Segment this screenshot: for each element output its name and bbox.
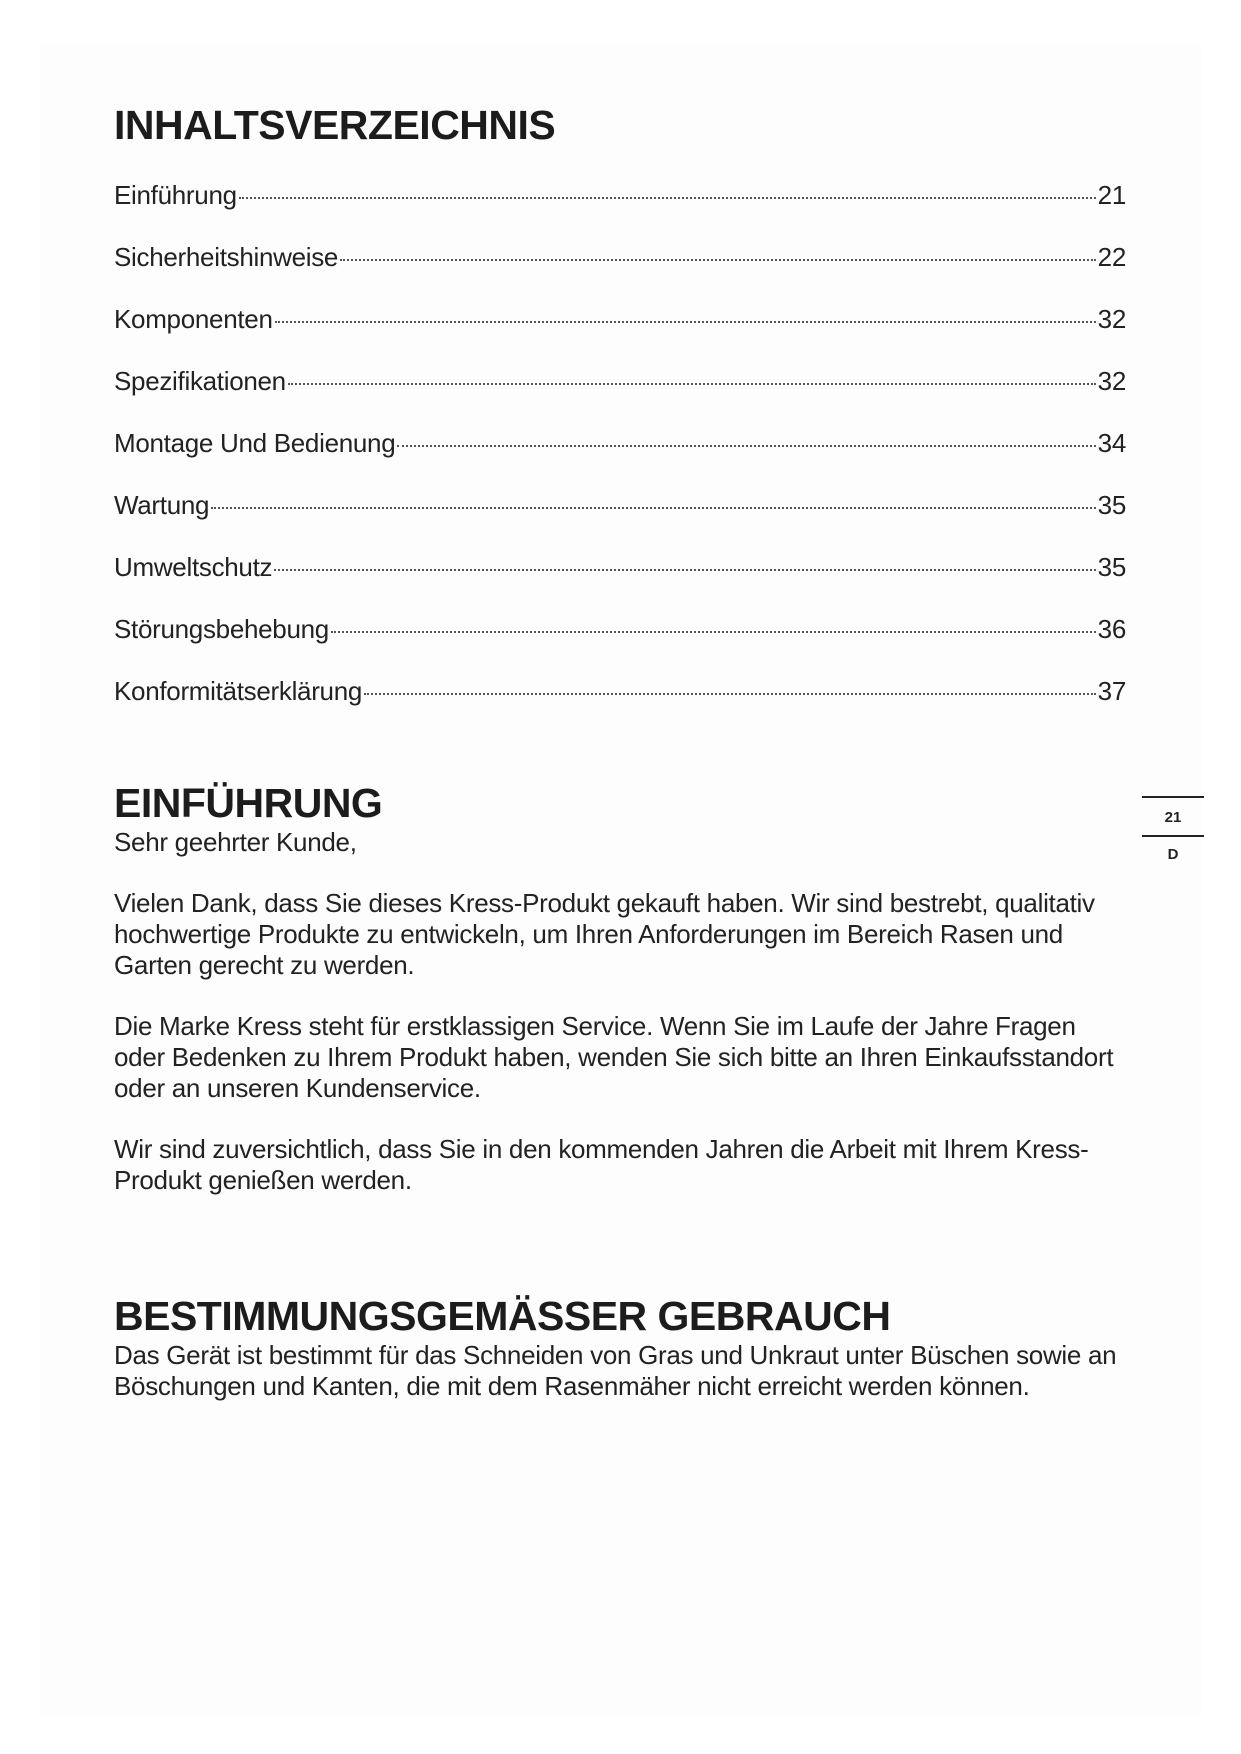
toc-leader-dots (239, 197, 1096, 199)
intro-paragraph: Die Marke Kress steht für erstklassigen Service. Wenn Sie im Laufe der Jahre Fragen oder Bedenken zu Ihrem Produkt haben, wenden Sie sich bitte an Ihren Einkaufsstandort oder an unseren Kundenservice. (114, 1011, 1114, 1103)
toc-leader-dots (364, 693, 1096, 695)
toc-entry-page: 32 (1097, 366, 1126, 396)
intro-paragraph: Vielen Dank, dass Sie dieses Kress-Produkt gekauft haben. Wir sind bestrebt, qualitativ hochwertige Produkte zu entwickeln, um Ihren Anforderungen im Bereich Rasen und Garten gerecht zu werden. (114, 888, 1095, 980)
toc-leader-dots (397, 445, 1095, 447)
toc-leader-dots (288, 383, 1096, 385)
toc-entry-page: 21 (1097, 180, 1126, 210)
toc-entry-page: 22 (1097, 242, 1126, 272)
side-tab (1142, 796, 1204, 872)
toc-entry[interactable] (114, 552, 1126, 614)
toc-entry[interactable] (114, 614, 1126, 676)
toc-entry-label: Wartung (114, 490, 210, 520)
toc-title: INHALTSVERZEICHNIS (114, 102, 556, 148)
toc-entry-page: 35 (1097, 552, 1126, 582)
toc-entry-page: 34 (1097, 428, 1126, 458)
toc-entry[interactable] (114, 676, 1126, 738)
intro-paragraph: Wir sind zuversichtlich, dass Sie in den kommenden Jahren die Arbeit mit Ihrem Kress-Produkt genießen werden. (114, 1134, 1089, 1195)
toc-leader-dots (274, 569, 1095, 571)
toc-leader-dots (275, 321, 1096, 323)
side-tab-language: D (1167, 846, 1179, 863)
toc-entry-page: 35 (1097, 490, 1126, 520)
toc-entry-page: 32 (1097, 304, 1126, 334)
toc-list (114, 180, 1126, 738)
toc-leader-dots (340, 259, 1096, 261)
toc-entry-page: 37 (1097, 676, 1126, 706)
toc-entry-label: Montage Und Bedienung (114, 428, 396, 458)
toc-entry[interactable] (114, 180, 1126, 242)
toc-entry-label: Umweltschutz (114, 552, 273, 582)
toc-entry-label: Spezifikationen (114, 366, 286, 396)
usage-text: Das Gerät ist bestimmt für das Schneiden von Gras und Unkraut unter Büschen sowie an Böschungen und Kanten, die mit dem Rasenmäher nicht erreicht werden können. (114, 1340, 1117, 1401)
toc-entry-label: Einführung (114, 180, 237, 210)
toc-entry[interactable] (114, 490, 1126, 552)
toc-entry[interactable] (114, 428, 1126, 490)
toc-leader-dots (211, 507, 1095, 509)
toc-entry[interactable] (114, 366, 1126, 428)
toc-entry[interactable] (114, 304, 1126, 366)
toc-entry-label: Konformitätserklärung (114, 676, 363, 706)
toc-entry-label: Sicherheitshinweise (114, 242, 339, 272)
side-tab-page-number: 21 (1164, 809, 1182, 826)
toc-entry[interactable] (114, 242, 1126, 304)
usage-title: BESTIMMUNGSGEMÄSSER GEBRAUCH (114, 1293, 891, 1339)
intro-section (114, 780, 1126, 1226)
toc-entry-label: Störungsbehebung (114, 614, 329, 644)
usage-section (114, 1293, 1126, 1432)
toc-entry-page: 36 (1097, 614, 1126, 644)
intro-title: EINFÜHRUNG (114, 780, 383, 826)
toc-leader-dots (331, 631, 1096, 633)
intro-greeting: Sehr geehrter Kunde, (114, 827, 357, 857)
toc-entry-label: Komponenten (114, 304, 273, 334)
